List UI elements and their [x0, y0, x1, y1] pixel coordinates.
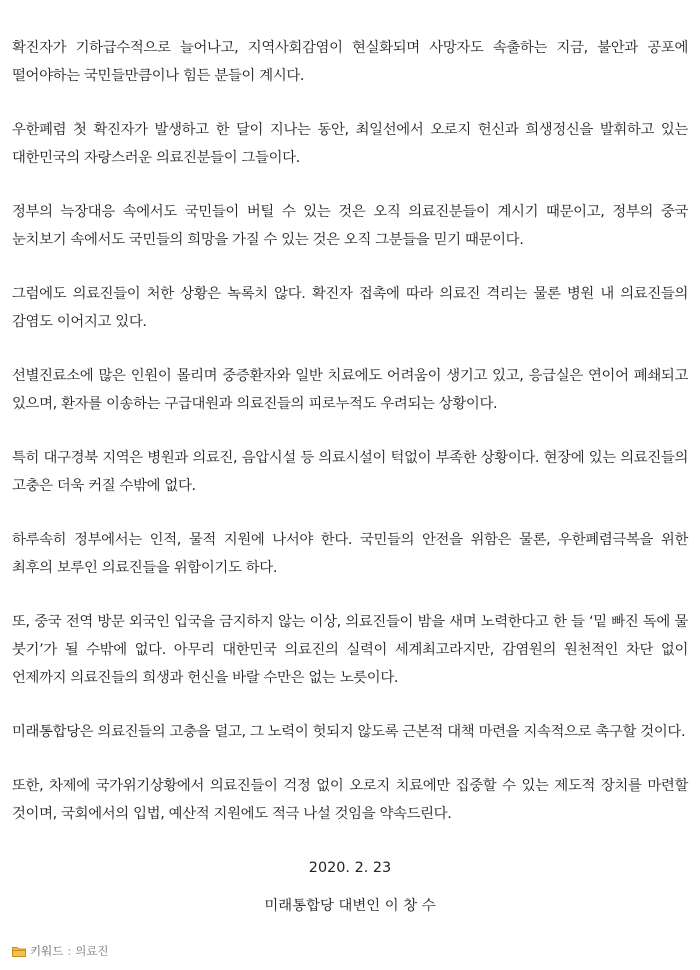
press-date: 2020. 2. 23 [308, 860, 392, 876]
keyword-label: 키워드 [30, 944, 64, 958]
paragraph-9: 미래통합당은 의료진들의 고충을 덜고, 그 노력이 헛되지 않도록 근본적 대책 마련을 지속적으로 촉구할 것이다. [12, 724, 686, 740]
keyword-link[interactable]: 의료진 [75, 944, 109, 958]
paragraph-10: 또한, 차제에 국가위기상황에서 의료진들이 걱정 없이 오로지 치료에만 집중할 수 있는 제도적 장치를 마련할 것이며, 국회에서의 입법, 예산적 지원에도 적극 나설 것임을 약속드린다. [12, 778, 688, 822]
paragraph-4: 그럼에도 의료진들이 처한 상황은 녹록치 않다. 확진자 접촉에 따라 의료진 격리는 물론 병원 내 의료진들의 감염도 이어지고 있다. [12, 286, 688, 330]
keyword-bar [12, 940, 109, 962]
paragraph-3: 정부의 늑장대응 속에서도 국민들이 버틸 수 있는 것은 오직 의료진분들이 계시기 때문이고, 정부의 중국 눈치보기 속에서도 국민들의 희망을 가질 수 있는 것은 오직 그분들을 믿기 때문이다. [12, 204, 688, 248]
paragraph-1: 확진자가 기하급수적으로 늘어나고, 지역사회감염이 현실화되며 사망자도 속출하는 지금, 불안과 공포에 떨어야하는 국민들만큼이나 힘든 분들이 계시다. [12, 40, 688, 84]
spokesperson-signature: 미래통합당 대변인 이 창 수 [264, 898, 436, 914]
paragraph-2: 우한폐렴 첫 확진자가 발생하고 한 달이 지나는 동안, 최일선에서 오로지 헌신과 희생정신을 발휘하고 있는 대한민국의 자랑스러운 의료진분들이 그들이다. [12, 122, 688, 166]
paragraph-8: 또, 중국 전역 방문 외국인 입국을 금지하지 않는 이상, 의료진들이 밤을 새며 노력한다고 한 들 ‘밑 빠진 독에 물 붓기’가 될 수밖에 없다. 아무리 대한민국 의료진의 실력이 세계최고라지만, 감염원의 원천적인 차단 없이 언제까지 의료진들의 희생과 헌신을 바랄 수만은 없는 노릇이다. [12, 614, 688, 686]
paragraph-7: 하루속히 정부에서는 인적, 물적 지원에 나서야 한다. 국민들의 안전을 위함은 물론, 우한폐렴극복을 위한 최후의 보루인 의료진들을 위함이기도 하다. [12, 532, 688, 576]
folder-icon [12, 946, 26, 957]
keyword-separator: : [67, 944, 72, 958]
article-body [12, 34, 688, 920]
paragraph-5: 선별진료소에 많은 인원이 몰리며 중증환자와 일반 치료에도 어려움이 생기고 있고, 응급실은 연이어 폐쇄되고 있으며, 환자를 이송하는 구급대원과 의료진들의 피로누적도 우려되는 상황이다. [12, 368, 688, 412]
paragraph-6: 특히 대구경북 지역은 병원과 의료진, 음압시설 등 의료시설이 턱없이 부족한 상황이다. 현장에 있는 의료진들의 고충은 더욱 커질 수밖에 없다. [12, 450, 688, 494]
